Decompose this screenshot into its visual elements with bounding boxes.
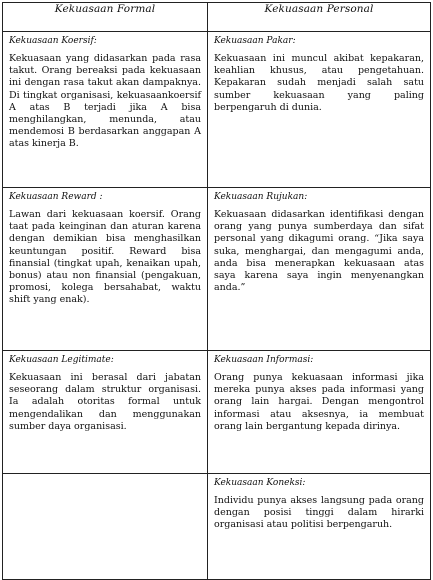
cell-referent-power [208,188,431,351]
power-types-table [2,2,431,580]
table-row [3,351,431,474]
cell-title: Kekuasaan Koneksi: [214,478,306,488]
cell-body: Kekuasaan ini muncul akibat kepakaran, keahlian khusus, atau pengetahuan. Kepakaran sudah menjadi salah satu sumber kekuasaan yang paling berpengaruh di dunia. [214,53,424,113]
cell-title: Kekuasaan Rujukan: [214,192,308,202]
cell-title: Kekuasaan Pakar: [214,36,296,46]
cell-reward-power [3,188,208,351]
table-row [3,474,431,580]
cell-information-power [208,351,431,474]
cell-coercive-power [3,32,208,188]
table-row [3,188,431,351]
cell-body: Kekuasaan ini berasal dari jabatan seseorang dalam struktur organisasi. Ia adalah otoritas formal untuk mengendalikan dan menggunakan sumber daya organisasi. [9,372,201,432]
cell-expert-power [208,32,431,188]
cell-body: Kekuasaan didasarkan identifikasi dengan orang yang punya sumberdaya dan sifat personal yang dikagumi orang. “Jika saya suka, menghargai, dan mengagumi anda, anda bisa menerapkan kekuasaan atas saya karena saya ingin menyenangkan anda.” [214,209,424,294]
cell-title: Kekuasaan Koersif: [9,36,97,46]
cell-title: Kekuasaan Reward : [9,192,103,202]
header-formal-power: Kekuasaan Formal [3,3,208,32]
table-row [3,32,431,188]
cell-body: Lawan dari kekuasaan koersif. Orang taat pada keinginan dan aturan karena dengan demikian bisa menghasilkan keuntungan positif. Reward bisa finansial (tingkat upah, kenaikan upah, bonus) atau non finansial (pengakuan, promosi, kolega bersahabat, waktu shift yang enak). [9,209,201,306]
header-personal-power: Kekuasaan Personal [208,3,431,32]
cell-empty [3,474,208,580]
cell-body: Orang punya kekuasaan informasi jika mereka punya akses pada informasi yang orang lain hargai. Dengan mengontrol informasi atau aksesnya, ia membuat orang lain bergantung kepada dirinya. [214,372,424,432]
cell-legitimate-power [3,351,208,474]
cell-title: Kekuasaan Legitimate: [9,355,114,365]
cell-connection-power [208,474,431,580]
table-header-row [3,3,431,32]
power-types-table-container [2,2,430,577]
cell-body: Kekuasaan yang didasarkan pada rasa takut. Orang bereaksi pada kekuasaan ini dengan rasa takut akan dampaknya. Di tingkat organisasi, kekuasaankoersif A atas B terjadi jika A bisa menghilangkan, menunda, atau mendemosi B berdasarkan anggapan A atas kinerja B. [9,53,201,150]
cell-title: Kekuasaan Informasi: [214,355,314,365]
cell-body: Individu punya akses langsung pada orang dengan posisi tinggi dalam hirarki organisasi atau politisi berpengaruh. [214,495,424,531]
